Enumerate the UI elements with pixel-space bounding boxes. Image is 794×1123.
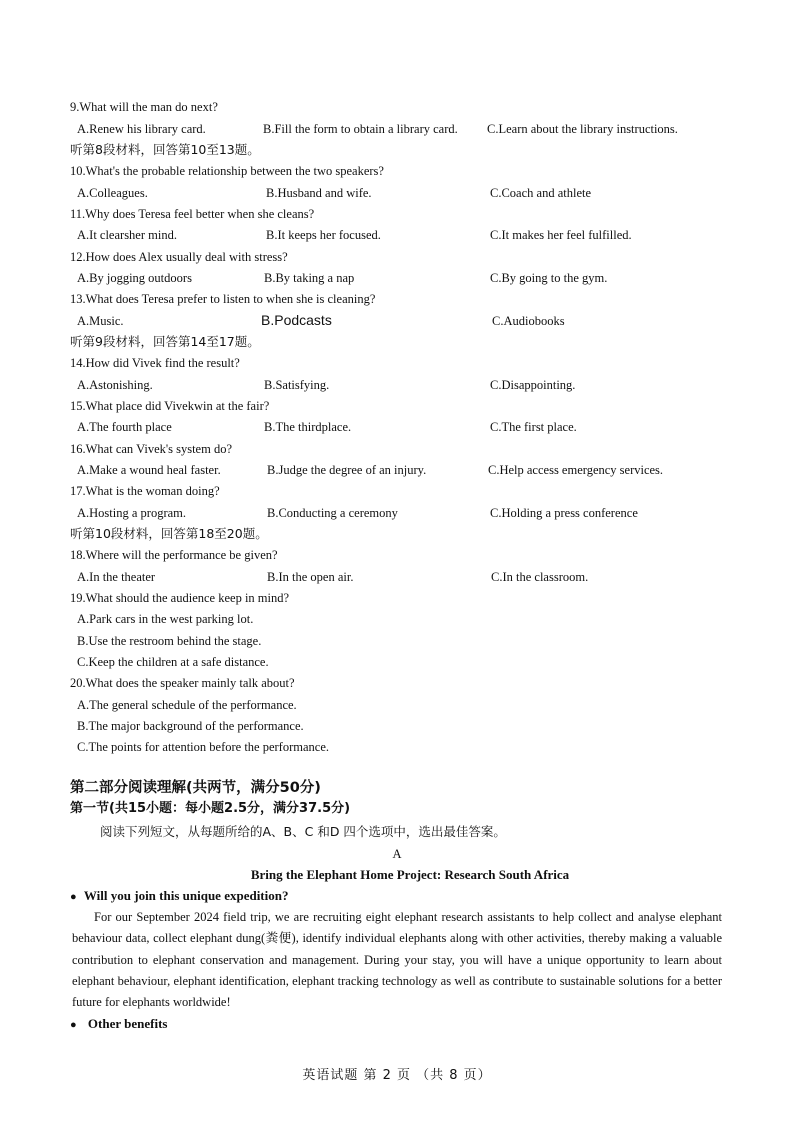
question-16-option-b: B.Judge the degree of an injury. <box>267 463 427 477</box>
bullet-heading-text: Will you join this unique expedition? <box>83 888 289 903</box>
section-one-title: 第一节(共15小题：每小题2.5分，满分37.5分) <box>70 801 351 816</box>
question-13-option-c: C.Audiobooks <box>492 314 565 328</box>
question-18-stem: 18.Where will the performance be given? <box>70 548 278 562</box>
question-9-option-c: C.Learn about the library instructions. <box>487 122 678 136</box>
question-20-option-b: B.The major background of the performance. <box>77 719 304 733</box>
question-14-option-c: C.Disappointing. <box>490 378 576 392</box>
passage-title: Bring the Elephant Home Project: Research South Africa <box>250 867 570 882</box>
question-15-option-b: B.The thirdplace. <box>264 420 352 434</box>
listening-instruction-8: 听第8段材料，回答第10至13题。 <box>70 142 260 157</box>
page-footer: 英语试题 第 2 页 （共 8 页） <box>302 1068 492 1083</box>
question-20-stem: 20.What does the speaker mainly talk about? <box>70 676 295 690</box>
question-10-option-c: C.Coach and athlete <box>490 186 592 200</box>
question-12-option-c: C.By going to the gym. <box>490 271 608 285</box>
question-12-stem: 12.How does Alex usually deal with stress? <box>70 250 288 264</box>
question-15-stem: 15.What place did Vivekwin at the fair? <box>70 399 270 413</box>
question-17-option-c: C.Holding a press conference <box>490 506 638 520</box>
question-16-stem: 16.What can Vivek's system do? <box>70 442 232 456</box>
question-11-option-a: A.It clearsher mind. <box>77 228 177 242</box>
question-17-stem: 17.What is the woman doing? <box>70 484 220 498</box>
question-16-option-c: C.Help access emergency services. <box>488 463 664 477</box>
question-11-stem: 11.Why does Teresa feel better when she cleans? <box>70 207 315 221</box>
listening-instruction-9: 听第9段材料，回答第14至17题。 <box>70 334 260 349</box>
question-14-stem: 14.How did Vivek find the result? <box>70 356 240 370</box>
question-14-option-a: A.Astonishing. <box>77 378 153 392</box>
question-13-stem: 13.What does Teresa prefer to listen to when she is cleaning? <box>70 292 376 306</box>
bullet-heading-text: Other benefits <box>87 1016 168 1031</box>
listening-instruction-10: 听第10段材料，回答第18至20题。 <box>70 526 268 541</box>
part-two-title: 第二部分阅读理解(共两节，满分50分) <box>70 780 321 796</box>
question-9-option-a: A.Renew his library card. <box>77 122 206 136</box>
bullet-heading-expedition <box>70 888 288 905</box>
question-19-option-c: C.Keep the children at a safe distance. <box>77 655 269 669</box>
passage-paragraph-1: For our September 2024 field trip, we are recruiting eight elephant research assistants to help collect and analyse elephant behaviour data, collect elephant dung(粪便), identify individual elephants along with other activities, thereby making a valuable contribution to elephant conservation and management. During your stay, you will have a unique opportunity to learn about elephant behaviour, elephant identification, elephant tracking technology as well as contribute to sustainable solutions for a better future for elephants worldwide! <box>72 910 722 1010</box>
passage-letter: A <box>392 847 402 861</box>
question-9-option-b: B.Fill the form to obtain a library card. <box>263 122 458 136</box>
question-10-option-b: B.Husband and wife. <box>266 186 372 200</box>
question-12-option-a: A.By jogging outdoors <box>77 271 192 285</box>
question-15-option-c: C.The first place. <box>490 420 577 434</box>
question-10-option-a: A.Colleagues. <box>77 186 148 200</box>
bullet-icon: ● <box>70 1019 77 1031</box>
question-11-option-b: B.It keeps her focused. <box>266 228 381 242</box>
question-19-option-a: A.Park cars in the west parking lot. <box>77 612 254 626</box>
question-11-option-c: C.It makes her feel fulfilled. <box>490 228 632 242</box>
question-18-option-b: B.In the open air. <box>267 570 354 584</box>
question-13-option-b: B.Podcasts <box>261 312 332 328</box>
question-17-option-a: A.Hosting a program. <box>77 506 187 520</box>
question-9-stem: 9.What will the man do next? <box>70 100 218 114</box>
bullet-heading-benefits <box>70 1016 167 1033</box>
question-19-stem: 19.What should the audience keep in mind? <box>70 591 290 605</box>
question-18-option-c: C.In the classroom. <box>491 570 589 584</box>
bullet-icon: ● <box>70 891 77 903</box>
question-10-stem: 10.What's the probable relationship between the two speakers? <box>70 164 384 178</box>
question-19-option-b: B.Use the restroom behind the stage. <box>77 634 262 648</box>
question-14-option-b: B.Satisfying. <box>264 378 330 392</box>
question-12-option-b: B.By taking a nap <box>264 271 355 285</box>
question-13-option-a: A.Music. <box>77 314 124 328</box>
question-15-option-a: A.The fourth place <box>77 420 172 434</box>
reading-instruction: 阅读下列短文，从每题所给的A、B、C 和D 四个选项中，选出最佳答案。 <box>100 824 506 839</box>
question-18-option-a: A.In the theater <box>77 570 156 584</box>
question-20-option-a: A.The general schedule of the performance. <box>77 698 297 712</box>
question-17-option-b: B.Conducting a ceremony <box>267 506 398 520</box>
question-16-option-a: A.Make a wound heal faster. <box>77 463 221 477</box>
question-20-option-c: C.The points for attention before the performance. <box>77 740 329 754</box>
